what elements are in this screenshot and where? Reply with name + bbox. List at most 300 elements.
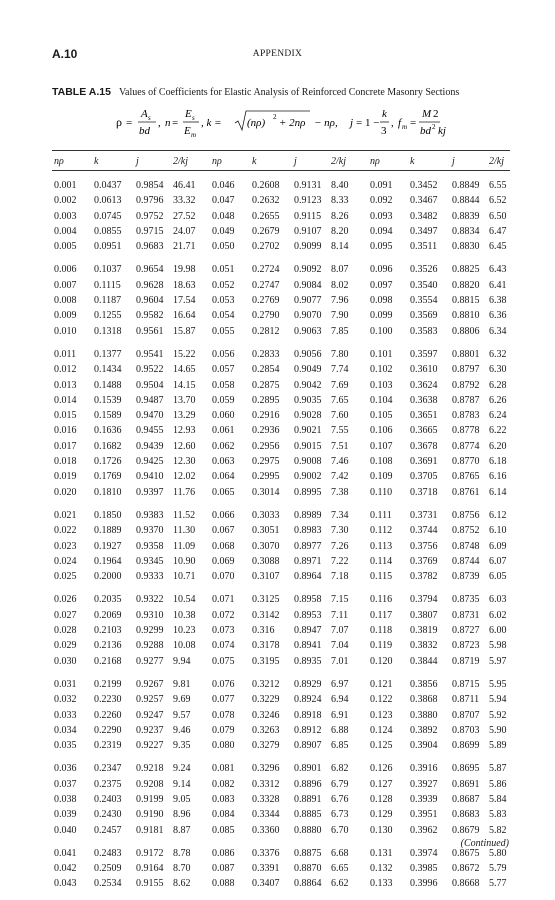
column-header: nρ — [370, 156, 380, 168]
group-spacer — [54, 753, 515, 761]
table-cell: 13.29 — [173, 410, 196, 422]
table-cell: 0.9288 — [136, 640, 164, 652]
table-cell: 0.3868 — [410, 694, 438, 706]
table-cell: 11.09 — [173, 540, 196, 552]
table-cell: 0.8901 — [294, 763, 322, 775]
table-cell: 0.2632 — [252, 195, 280, 207]
table-cell: 0.133 — [370, 878, 393, 890]
table-row — [54, 807, 515, 822]
table-cell: 10.38 — [173, 609, 196, 621]
table-cell: 0.3482 — [410, 210, 438, 222]
table-cell: 0.066 — [212, 509, 235, 521]
table-cell: 6.62 — [331, 878, 349, 890]
table-row — [54, 692, 515, 707]
table-cell: 8.62 — [173, 878, 191, 890]
table-cell: 0.3328 — [252, 793, 280, 805]
table-cell: 0.3569 — [410, 310, 438, 322]
table-cell: 0.024 — [54, 555, 77, 567]
table-cell: 0.3497 — [410, 225, 438, 237]
table-cell: 0.9107 — [294, 225, 322, 237]
table-cell: 0.8935 — [294, 655, 322, 667]
table-cell: 0.9247 — [136, 709, 164, 721]
table-cell: 0.9410 — [136, 471, 164, 483]
formula-eq-4: = — [410, 117, 417, 129]
table-cell: 10.71 — [173, 571, 196, 583]
table-cell: 0.3452 — [410, 180, 438, 191]
table-cell: 14.15 — [173, 379, 196, 391]
table-cell: 5.92 — [489, 709, 507, 721]
formula-Em-sub: m — [191, 131, 197, 139]
table-cell: 0.9455 — [136, 425, 164, 437]
table-cell: 0.017 — [54, 440, 77, 452]
table-cell: 0.040 — [54, 824, 77, 836]
table-cell: 0.3033 — [252, 509, 280, 521]
table-cell: 0.8806 — [452, 325, 480, 337]
table-cell: 11.52 — [173, 509, 196, 521]
table-cell: 0.061 — [212, 425, 235, 437]
table-cell: 9.94 — [173, 655, 191, 667]
table-cell: 0.8797 — [452, 364, 480, 376]
table-cell: 0.3769 — [410, 555, 438, 567]
table-cell: 6.94 — [331, 694, 349, 706]
table-cell: 0.2724 — [252, 264, 280, 276]
table-cell: 6.38 — [489, 295, 507, 307]
column-header: j — [136, 156, 139, 168]
table-cell: 6.45 — [489, 241, 507, 253]
table-cell: 0.075 — [212, 655, 235, 667]
table-cell: 6.26 — [489, 394, 507, 406]
table-cell: 0.081 — [212, 763, 235, 775]
table-cell: 0.010 — [54, 325, 77, 337]
table-cell: 0.012 — [54, 364, 77, 376]
table-cell: 0.8683 — [452, 809, 480, 821]
table-cell: 0.8864 — [294, 878, 322, 890]
table-row — [54, 592, 515, 607]
table-cell: 0.087 — [212, 863, 235, 875]
table-cell: 0.033 — [54, 709, 77, 721]
table-cell: 0.2509 — [94, 863, 122, 875]
table-cell: 0.096 — [370, 264, 393, 276]
table-row — [54, 209, 515, 224]
table-cell: 6.22 — [489, 425, 507, 437]
table-cell: 0.3794 — [410, 594, 438, 606]
table-cell: 0.3832 — [410, 640, 438, 652]
table-cell: 0.9227 — [136, 740, 164, 752]
table-cell: 0.9056 — [294, 348, 322, 360]
table-cell: 0.3279 — [252, 740, 280, 752]
table-cell: 8.07 — [331, 264, 349, 276]
formula-comma-2: , — [391, 117, 394, 129]
table-cell: 0.132 — [370, 863, 393, 875]
table-cell: 0.8695 — [452, 763, 480, 775]
table-cell: 0.9715 — [136, 225, 164, 237]
table-cell: 7.69 — [331, 379, 349, 391]
table-cell: 0.002 — [54, 195, 77, 207]
table-cell: 5.98 — [489, 640, 507, 652]
table-row — [54, 569, 515, 584]
table-cell: 0.064 — [212, 471, 235, 483]
table-cell: 0.097 — [370, 279, 393, 291]
table-row — [54, 408, 515, 423]
table-cell: 0.3296 — [252, 763, 280, 775]
table-cell: 0.9092 — [294, 264, 322, 276]
table-cell: 0.9063 — [294, 325, 322, 337]
table-cell: 0.117 — [370, 609, 393, 621]
table-cell: 0.114 — [370, 555, 393, 567]
table-cell: 0.056 — [212, 348, 235, 360]
table-cell: 5.97 — [489, 655, 507, 667]
table-cell: 0.3554 — [410, 295, 438, 307]
table-cell: 0.098 — [370, 295, 393, 307]
table-cell: 0.2895 — [252, 394, 280, 406]
section-header: APPENDIX — [252, 49, 303, 59]
table-cell: 9.69 — [173, 694, 191, 706]
column-header: j — [294, 156, 297, 168]
group-spacer — [54, 838, 515, 846]
table-cell: 0.8989 — [294, 509, 322, 521]
table-cell: 0.8756 — [452, 509, 480, 521]
table-cell: 0.022 — [54, 525, 77, 537]
table-row — [54, 362, 515, 377]
table-cell: 0.3263 — [252, 724, 280, 736]
formula-bd2: bd — [420, 125, 431, 137]
table-cell: 0.9267 — [136, 678, 164, 690]
table-cell: 0.011 — [54, 348, 77, 360]
formula-sqrt-tail: + 2nρ — [279, 117, 306, 129]
table-cell: 6.07 — [489, 555, 507, 567]
table-cell: 0.2230 — [94, 694, 122, 706]
table-cell: 0.035 — [54, 740, 77, 752]
table-row — [54, 439, 515, 454]
table-cell: 0.016 — [54, 425, 77, 437]
table-cell: 6.18 — [489, 456, 507, 468]
table-cell: 0.8787 — [452, 394, 480, 406]
table-cell: 0.9115 — [294, 210, 322, 222]
table-cell: 7.30 — [331, 525, 349, 537]
table-cell: 0.2875 — [252, 379, 280, 391]
table-cell: 0.052 — [212, 279, 235, 291]
table-cell: 0.124 — [370, 724, 393, 736]
formula-eq-3: = — [356, 117, 363, 129]
table-cell: 0.083 — [212, 793, 235, 805]
table-cell: 5.83 — [489, 809, 507, 821]
table-cell: 0.9277 — [136, 655, 164, 667]
table-row — [54, 393, 515, 408]
group-spacer — [54, 669, 515, 677]
table-cell: 0.3142 — [252, 609, 280, 621]
table-row — [54, 423, 515, 438]
table-cell: 6.28 — [489, 379, 507, 391]
table-cell: 0.1636 — [94, 425, 122, 437]
continued-note: (Continued) — [460, 838, 509, 849]
table-cell: 7.34 — [331, 509, 349, 521]
table-row — [54, 239, 515, 254]
table-cell: 6.34 — [489, 325, 507, 337]
table-cell: 0.8912 — [294, 724, 322, 736]
table-cell: 6.20 — [489, 440, 507, 452]
formula-two: 2 — [433, 108, 439, 120]
table-row — [54, 777, 515, 792]
table-label: TABLE A.15 — [52, 86, 111, 98]
table-cell: 7.96 — [331, 295, 349, 307]
table-cell: 0.8687 — [452, 793, 480, 805]
table-cell: 0.2319 — [94, 740, 122, 752]
table-cell: 0.9257 — [136, 694, 164, 706]
table-cell: 10.08 — [173, 640, 196, 652]
table-cell: 0.8929 — [294, 678, 322, 690]
table-cell: 9.24 — [173, 763, 191, 775]
table-cell: 0.9654 — [136, 264, 164, 276]
table-cell: 0.3651 — [410, 410, 438, 422]
table-cell: 0.1682 — [94, 440, 122, 452]
table-cell: 0.126 — [370, 763, 393, 775]
table-cell: 0.060 — [212, 410, 235, 422]
table-cell: 0.8801 — [452, 348, 480, 360]
formula-comma-1: , — [158, 117, 161, 129]
table-title: Values of Coefficients for Elastic Analysis of Reinforced Concrete Masonry Sections — [118, 87, 460, 98]
table-cell: 0.9181 — [136, 824, 164, 836]
table-cell: 0.8691 — [452, 778, 480, 790]
table-cell: 0.051 — [212, 264, 235, 276]
table-cell: 0.3583 — [410, 325, 438, 337]
formula-block — [114, 103, 454, 143]
group-spacer — [54, 584, 515, 592]
table-cell: 0.9854 — [136, 180, 164, 191]
table-cell: 0.131 — [370, 847, 393, 859]
table-cell: 0.9796 — [136, 195, 164, 207]
table-cell: 6.82 — [331, 763, 349, 775]
table-cell: 0.009 — [54, 310, 77, 322]
formula-M: M — [422, 108, 432, 120]
table-cell: 0.3070 — [252, 540, 280, 552]
table-cell: 7.65 — [331, 394, 349, 406]
table-cell: 0.3974 — [410, 847, 438, 859]
table-cell: 0.8958 — [294, 594, 322, 606]
table-cell: 0.2035 — [94, 594, 122, 606]
table-cell: 0.9099 — [294, 241, 322, 253]
table-row — [54, 262, 515, 277]
table-cell: 0.115 — [370, 571, 393, 583]
table-cell: 0.1434 — [94, 364, 122, 376]
formula-rho: ρ — [116, 115, 122, 129]
table-cell: 6.88 — [331, 724, 349, 736]
table-cell: 0.2000 — [94, 571, 122, 583]
table-cell: 0.003 — [54, 210, 77, 222]
table-row — [54, 454, 515, 469]
table-cell: 0.9237 — [136, 724, 164, 736]
table-cell: 0.072 — [212, 609, 235, 621]
table-cell: 6.41 — [489, 279, 507, 291]
table-cell: 0.8995 — [294, 486, 322, 498]
table-cell: 0.3360 — [252, 824, 280, 836]
table-cell: 5.87 — [489, 763, 507, 775]
table-cell: 0.8870 — [294, 863, 322, 875]
table-cell: 6.36 — [489, 310, 507, 322]
table-cell: 6.16 — [489, 471, 507, 483]
table-cell: 0.1810 — [94, 486, 122, 498]
table-cell: 0.8830 — [452, 241, 480, 253]
table-cell: 0.8739 — [452, 571, 480, 583]
table-cell: 0.123 — [370, 709, 393, 721]
table-row — [54, 485, 515, 500]
table-cell: 6.12 — [489, 509, 507, 521]
table-cell: 6.73 — [331, 809, 349, 821]
table-cell: 0.1850 — [94, 509, 122, 521]
table-cell: 0.121 — [370, 678, 393, 690]
table-cell: 0.058 — [212, 379, 235, 391]
table-row — [54, 347, 515, 362]
table-cell: 21.71 — [173, 241, 196, 253]
table-cell: 8.96 — [173, 809, 191, 821]
formula-fm-sub: m — [402, 123, 408, 131]
table-cell: 0.062 — [212, 440, 235, 452]
table-cell: 10.54 — [173, 594, 196, 606]
table-cell: 0.077 — [212, 694, 235, 706]
table-cell: 6.14 — [489, 486, 507, 498]
coefficients-table — [54, 154, 515, 892]
table-cell: 0.9084 — [294, 279, 322, 291]
table-cell: 6.02 — [489, 609, 507, 621]
formula-kj: kj — [438, 125, 446, 137]
table-cell: 0.8849 — [452, 180, 480, 191]
table-cell: 6.50 — [489, 210, 507, 222]
table-cell: 0.2747 — [252, 279, 280, 291]
table-cell: 0.9218 — [136, 763, 164, 775]
table-cell: 0.032 — [54, 694, 77, 706]
table-cell: 0.029 — [54, 640, 77, 652]
formula-Es-sub: s — [192, 114, 195, 122]
table-cell: 8.20 — [331, 225, 349, 237]
table-cell: 0.1927 — [94, 540, 122, 552]
table-cell: 0.130 — [370, 824, 393, 836]
table-cell: 0.084 — [212, 809, 235, 821]
table-cell: 0.006 — [54, 264, 77, 276]
formula-bd2-exp: 2 — [432, 123, 436, 131]
table-cell: 7.38 — [331, 486, 349, 498]
table-cell: 0.068 — [212, 540, 235, 552]
table-cell: 0.0613 — [94, 195, 122, 207]
column-header: k — [410, 156, 415, 168]
table-row — [54, 861, 515, 876]
table-cell: 6.00 — [489, 625, 507, 637]
table-cell: 0.101 — [370, 348, 393, 360]
table-cell: 0.9155 — [136, 878, 164, 890]
table-cell: 0.048 — [212, 210, 235, 222]
table-cell: 0.9131 — [294, 180, 322, 191]
table-cell: 0.9345 — [136, 555, 164, 567]
table-cell: 0.041 — [54, 847, 77, 859]
table-cell: 0.095 — [370, 241, 393, 253]
table-cell: 6.24 — [489, 410, 507, 422]
column-header: nρ — [212, 156, 222, 168]
table-cell: 0.3125 — [252, 594, 280, 606]
table-cell: 0.9561 — [136, 325, 164, 337]
table-cell: 5.86 — [489, 778, 507, 790]
table-cell: 6.10 — [489, 525, 507, 537]
table-cell: 0.9028 — [294, 410, 322, 422]
table-cell: 0.3951 — [410, 809, 438, 821]
table-cell: 0.005 — [54, 241, 77, 253]
table-cell: 0.2769 — [252, 295, 280, 307]
table-cell: 0.113 — [370, 540, 393, 552]
table-cell: 19.98 — [173, 264, 196, 276]
table-cell: 0.073 — [212, 625, 235, 637]
table-cell: 0.3344 — [252, 809, 280, 821]
table-cell: 0.107 — [370, 440, 393, 452]
table-cell: 0.079 — [212, 724, 235, 736]
table-cell: 0.034 — [54, 724, 77, 736]
table-row — [54, 608, 515, 623]
table-cell: 0.118 — [370, 625, 393, 637]
table-cell: 10.90 — [173, 555, 196, 567]
table-cell: 0.3014 — [252, 486, 280, 498]
table-cell: 0.3962 — [410, 824, 438, 836]
table-cell: 0.2136 — [94, 640, 122, 652]
table-row — [54, 623, 515, 638]
table-cell: 6.97 — [331, 678, 349, 690]
table-cell: 0.9123 — [294, 195, 322, 207]
table-cell: 0.8727 — [452, 625, 480, 637]
table-cell: 0.2812 — [252, 325, 280, 337]
table-cell: 0.8880 — [294, 824, 322, 836]
table-cell: 7.85 — [331, 325, 349, 337]
table-cell: 0.9199 — [136, 793, 164, 805]
table-cell: 0.9322 — [136, 594, 164, 606]
table-cell: 7.46 — [331, 456, 349, 468]
table-cell: 0.8983 — [294, 525, 322, 537]
table-cell: 0.8875 — [294, 847, 322, 859]
table-cell: 0.103 — [370, 379, 393, 391]
table-cell: 0.8761 — [452, 486, 480, 498]
table-cell: 12.93 — [173, 425, 196, 437]
table-cell: 0.3904 — [410, 740, 438, 752]
table-cell: 9.46 — [173, 724, 191, 736]
table-cell: 8.14 — [331, 241, 349, 253]
table-cell: 0.1037 — [94, 264, 122, 276]
formula-sqrt-inner: (nρ) — [247, 117, 266, 129]
table-cell: 0.037 — [54, 778, 77, 790]
table-cell: 0.093 — [370, 210, 393, 222]
table-cell: 0.8918 — [294, 709, 322, 721]
table-cell: 0.088 — [212, 878, 235, 890]
table-cell: 0.2375 — [94, 778, 122, 790]
table-cell: 7.55 — [331, 425, 349, 437]
table-cell: 0.2483 — [94, 847, 122, 859]
table-cell: 0.055 — [212, 325, 235, 337]
table-row — [54, 293, 515, 308]
table-cell: 0.3756 — [410, 540, 438, 552]
table-cell: 0.3665 — [410, 425, 438, 437]
table-cell: 0.3691 — [410, 456, 438, 468]
table-cell: 0.122 — [370, 694, 393, 706]
formula-bd: bd — [139, 125, 150, 137]
table-cell: 0.2103 — [94, 625, 122, 637]
table-cell: 0.8810 — [452, 310, 480, 322]
table-cell: 0.316 — [252, 625, 275, 637]
table-top-rule — [52, 150, 510, 151]
table-cell: 0.046 — [212, 180, 235, 191]
table-cell: 0.8844 — [452, 195, 480, 207]
table-cell: 0.3540 — [410, 279, 438, 291]
table-cell: 0.9522 — [136, 364, 164, 376]
table-cell: 0.2916 — [252, 410, 280, 422]
table-cell: 0.1488 — [94, 379, 122, 391]
table-cell: 0.2403 — [94, 793, 122, 805]
table-cell: 0.007 — [54, 279, 77, 291]
table-cell: 7.22 — [331, 555, 349, 567]
table-cell: 0.8668 — [452, 878, 480, 890]
table-cell: 0.9299 — [136, 625, 164, 637]
